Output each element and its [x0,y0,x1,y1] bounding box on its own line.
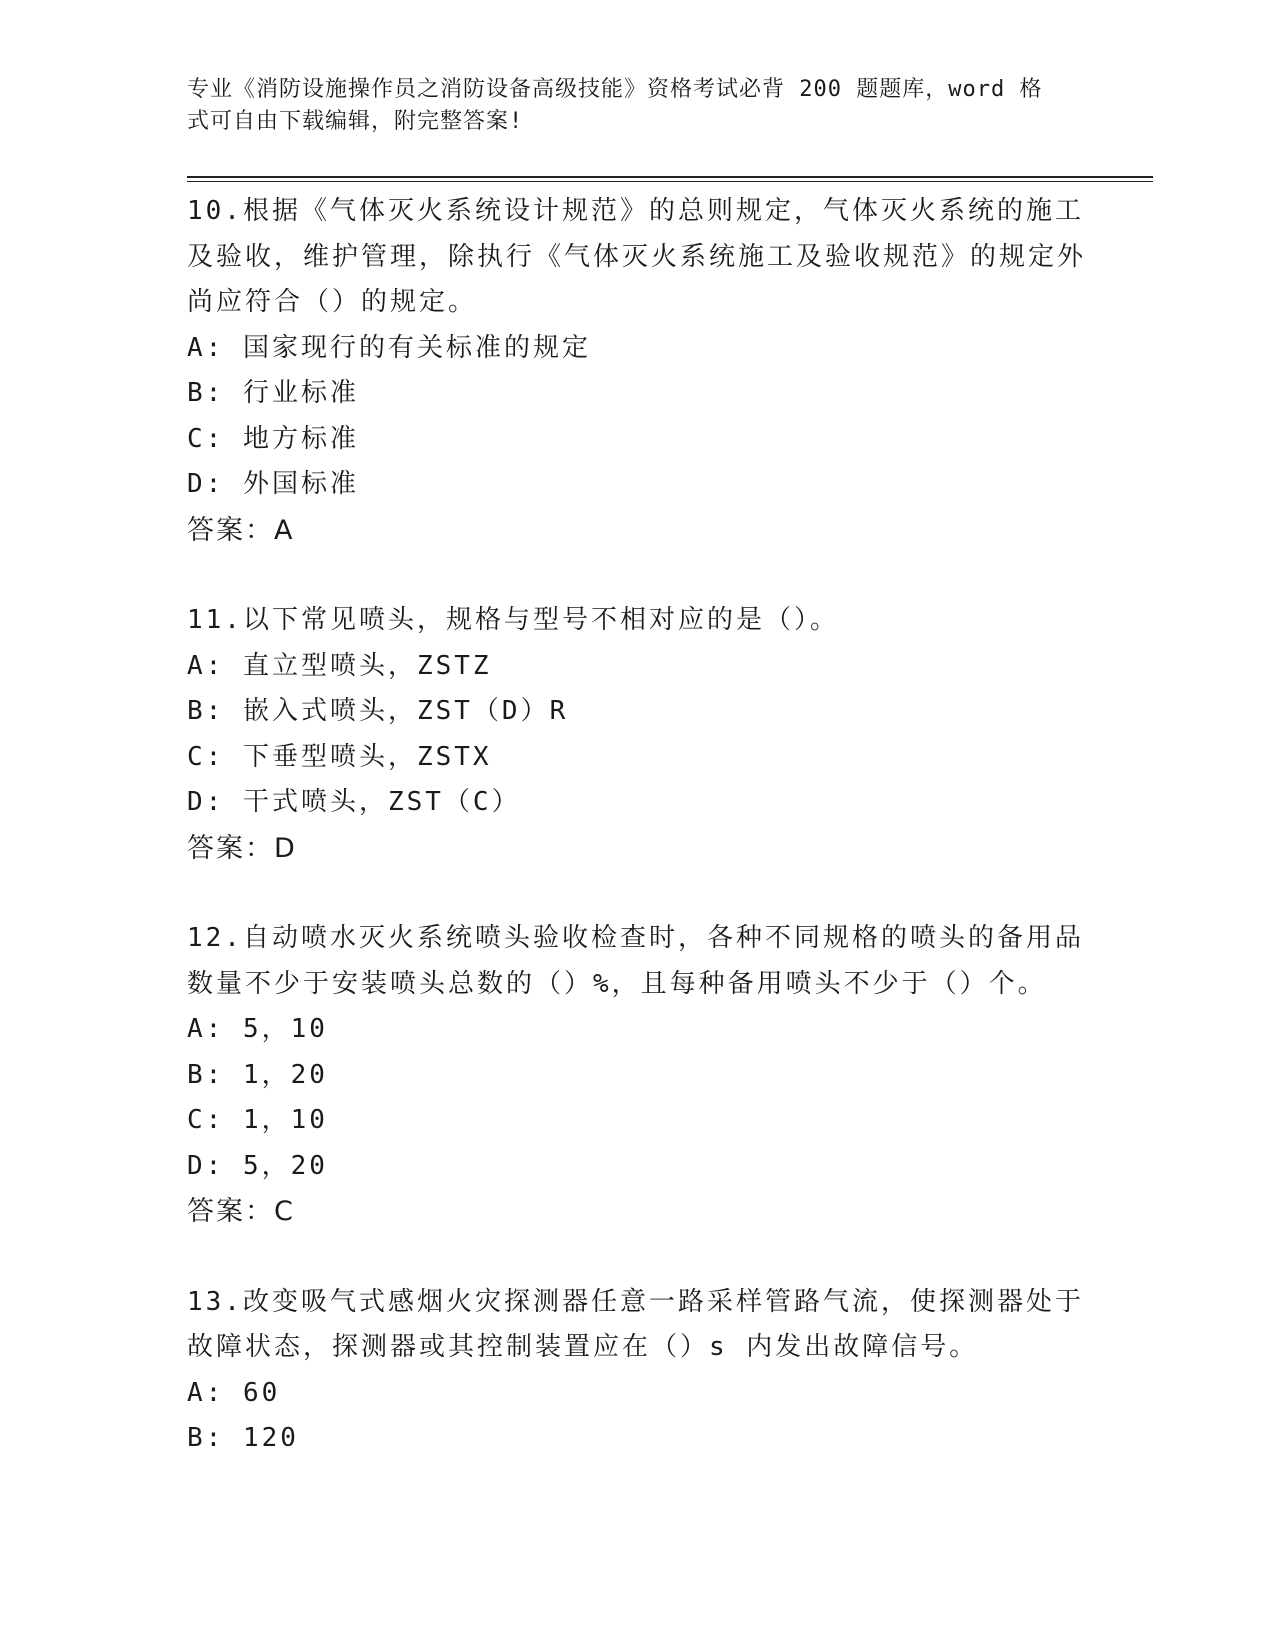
option-b: B: 120 [187,1423,299,1453]
option-d: D: 5，20 [187,1150,328,1181]
header-line-1: 专业《消防设施操作员之消防设备高级技能》资格考试必背 200 题题库，word 格 [187,77,1043,102]
option-c: C: 下垂型喷头，ZSTX [187,741,492,772]
option-a: A: 国家现行的有关标准的规定 [187,332,591,363]
question-10 [187,189,1087,553]
question-13 [187,1280,1087,1462]
option-a: A: 5，10 [187,1014,328,1044]
option-a: A: 60 [187,1377,281,1408]
option-c: C: 地方标准 [187,423,359,454]
header-line-2: 式可自由下载编辑，附完整答案! [187,109,524,134]
question-stem: 13.改变吸气式感烟火灾探测器任意一路采样管路气流，使探测器处于故障状态，探测器或其控制装置应在（）s 内发出故障信号。 [187,1286,1084,1362]
answer-line: 答案：A [187,514,295,546]
question-11 [187,598,1087,871]
option-d: D: 干式喷头，ZST（C） [187,787,521,817]
option-d: D: 外国标准 [187,469,359,499]
question-stem: 10.根据《气体灭火系统设计规范》的总则规定，气体灭火系统的施工及验收，维护管理，除执行《气体灭火系统施工及验收规范》的规定外尚应符合（）的规定。 [187,196,1087,317]
question-stem: 11.以下常见喷头，规格与型号不相对应的是（）。 [187,605,839,635]
header-divider-thick [187,176,1153,178]
option-b: B: 1，20 [187,1059,328,1090]
header-divider-thin [187,181,1153,182]
answer-line: 答案：D [187,832,297,864]
option-b: B: 嵌入式喷头，ZST（D）R [187,696,569,726]
answer-line: 答案：C [187,1196,295,1227]
document-header [187,74,1067,138]
question-list [187,189,1087,1507]
option-a: A: 直立型喷头，ZSTZ [187,650,492,681]
question-12 [187,916,1087,1235]
option-c: C: 1，10 [187,1105,328,1135]
question-stem: 12.自动喷水灭火系统喷头验收检查时，各种不同规格的喷头的备用品数量不少于安装喷头总数的（）%，且每种备用喷头不少于（）个。 [187,923,1084,999]
option-b: B: 行业标准 [187,378,359,408]
